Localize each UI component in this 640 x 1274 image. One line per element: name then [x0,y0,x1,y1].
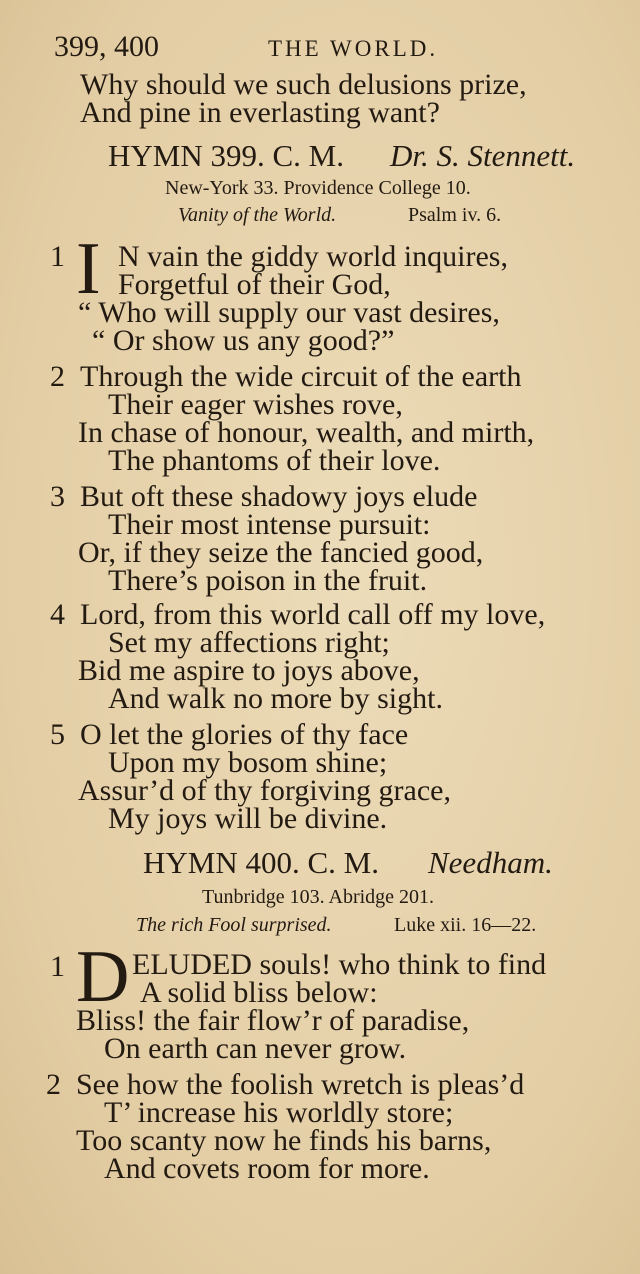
hymn-400-author: Needham. [428,845,553,880]
verse-line: Their most intense pursuit: [108,508,431,541]
verse-line: N vain the giddy world inquires, [118,240,508,273]
verse-number: 1 [50,950,65,983]
verse-line: See how the foolish wretch is pleas’d [76,1068,525,1101]
hymn-400-subject: The rich Fool surprised. [136,914,332,936]
hymn-399-author: Dr. S. Stennett. [390,138,576,173]
verse-line: Bid me aspire to joys above, [78,654,420,687]
verse-line: And covets room for more. [104,1152,430,1185]
hymn-400-tunes: Tunbridge 103. Abridge 201. [202,886,435,908]
hymn-400-reference: Luke xii. 16—22. [394,914,537,936]
verse-line: O let the glories of thy face [80,718,409,751]
hymn-400-title: HYMN 400. C. M. [143,845,379,880]
verse-line: ELUDED souls! who think to find [132,948,547,981]
verse-line: Lord, from this world call off my love, [80,598,546,631]
verse-number: 5 [50,718,65,751]
hymn-399-subject: Vanity of the World. [178,204,337,226]
verse-line: Upon my bosom shine; [108,746,388,779]
verse-line: Assur’d of thy forgiving grace, [78,774,451,807]
verse-line: Bliss! the fair flow’r of paradise, [76,1004,470,1037]
verse-line: In chase of honour, wealth, and mirth, [78,416,535,449]
verse-line: Set my affections right; [108,626,390,659]
verse-number: 2 [50,360,65,393]
verse-line: “ Who will supply our vast desires, [78,296,500,329]
verse-line: Through the wide circuit of the earth [80,360,522,393]
hymn-399-title: HYMN 399. C. M. [108,138,344,173]
hymn-399-tunes: New-York 33. Providence College 10. [165,177,471,199]
verse-line: Forgetful of their God, [118,268,391,301]
continuation-line: And pine in everlasting want? [80,96,440,129]
verse-line: On earth can never grow. [104,1032,407,1065]
drop-cap: I [76,228,101,310]
verse-number: 2 [46,1068,61,1101]
drop-cap: D [76,936,130,1018]
verse-line: “ Or show us any good?” [92,324,395,357]
page-numbers: 399, 400 [54,30,159,63]
verse-line: My joys will be divine. [108,802,388,835]
hymn-399-reference: Psalm iv. 6. [408,204,502,226]
verse-line: Or, if they seize the fancied good, [78,536,484,569]
verse-line: Too scanty now he finds his barns, [76,1124,492,1157]
verse-line: Their eager wishes rove, [108,388,403,421]
running-title: THE WORLD. [268,36,439,61]
verse-line: There’s poison in the fruit. [108,564,428,597]
verse-line: But oft these shadowy joys elude [80,480,478,513]
verse-number: 3 [50,480,65,513]
verse-line: T’ increase his worldly store; [104,1096,454,1129]
verse-line: And walk no more by sight. [108,682,443,715]
verse-line: A solid bliss below: [140,976,378,1009]
continuation-line: Why should we such delusions prize, [80,68,527,101]
verse-line: The phantoms of their love. [108,444,441,477]
verse-number: 4 [50,598,65,631]
verse-number: 1 [50,240,65,273]
